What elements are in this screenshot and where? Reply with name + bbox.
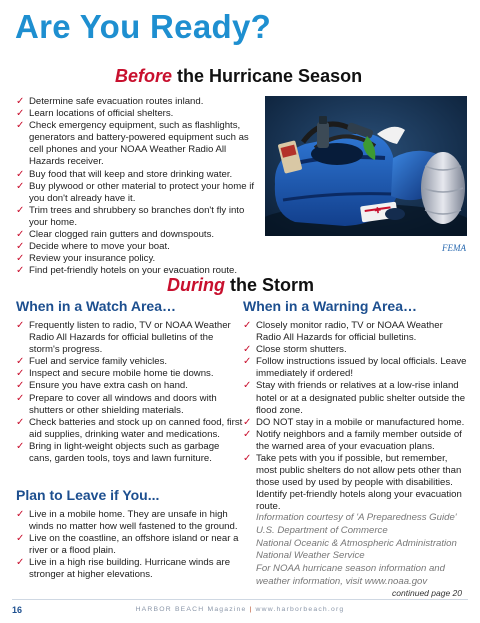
checklist-item (243, 417, 469, 429)
checklist-item-text: Review your insurance policy. (29, 253, 156, 265)
checkmark-icon: ✓ (16, 392, 25, 404)
checkmark-icon: ✓ (16, 120, 25, 132)
emergency-kit-photo (265, 96, 467, 236)
watch-checklist (16, 320, 244, 465)
checkmark-icon: ✓ (16, 96, 25, 107)
checklist-item (16, 356, 244, 368)
checklist-item-text: Find pet-friendly hotels on your evacuation route. (29, 265, 237, 277)
during-heading-rest: the Storm (225, 275, 315, 295)
warning-area-heading: When in a Warning Area… (243, 298, 417, 314)
checklist-item-text: Bring in light-weight objects such as garbage cans, garden tools, toys and lawn furniture. (29, 440, 220, 465)
checklist-item-text: Check batteries and stock up on canned food, first aid supplies, drinking water and medications. (29, 416, 243, 440)
page-number: 16 (12, 605, 23, 615)
checklist-item-text: Take pets with you if possible, but remember, most public shelters do not allow pets other than those used by used by people with disabilities. Identify pet-friendly hotels along your evacuation route. (256, 453, 462, 513)
checklist-item-text: Trim trees and shrubbery so branches don't fly into your home. (29, 204, 245, 228)
checklist-item (243, 320, 469, 344)
checklist-item (16, 169, 261, 181)
checklist-item-text: Determine safe evacuation routes inland. (29, 96, 204, 107)
checklist-item (16, 441, 244, 465)
checkmark-icon: ✓ (16, 440, 25, 452)
checklist-item-text: Buy food that will keep and store drinking water. (29, 168, 233, 180)
footer-masthead (0, 606, 480, 613)
website-url: www.harborbeach.org (255, 606, 345, 613)
info-line: National Weather Service (256, 550, 365, 562)
photo-credit: FEMA (442, 243, 466, 253)
watch-area-heading: When in a Watch Area… (16, 298, 176, 314)
checklist-item-text: Close storm shutters. (256, 344, 347, 356)
checklist-item-text: Learn locations of official shelters. (29, 108, 174, 120)
plan-checklist (16, 509, 244, 582)
checklist-item (16, 96, 261, 108)
checklist-item-text: Decide where to move your boat. (29, 241, 170, 253)
checklist-item (16, 320, 244, 356)
footer-separator: | (249, 606, 253, 613)
checklist-item (243, 356, 469, 380)
info-line: U.S. Department of Commerce (256, 524, 388, 536)
checklist-item-text: Ensure you have extra cash on hand. (29, 380, 188, 392)
checkmark-icon: ✓ (16, 416, 25, 428)
checkmark-icon: ✓ (16, 180, 25, 192)
checkmark-icon: ✓ (16, 509, 25, 520)
checklist-item (16, 120, 261, 168)
during-heading-em: During (167, 275, 225, 295)
before-checklist (16, 96, 261, 277)
checkmark-icon: ✓ (16, 356, 25, 368)
checkmark-icon: ✓ (243, 453, 252, 465)
checkmark-icon: ✓ (243, 356, 252, 368)
before-heading-em: Before (115, 66, 173, 86)
checklist-item (243, 380, 469, 416)
info-line: weather information, visit www.noaa.gov (256, 575, 428, 587)
checklist-item-text: Live in a high rise building. Hurricane winds are stronger at higher elevations. (29, 557, 231, 581)
continued-note: continued page 20 (392, 588, 462, 598)
checklist-item-text: Live in a mobile home. They are unsafe in high winds no matter how well fastened to the ground. (29, 509, 238, 533)
info-line: Information courtesy of 'A Preparedness Guide' (256, 512, 457, 523)
checklist-item-text: Inspect and secure mobile home tie downs. (29, 368, 214, 380)
checklist-item (243, 429, 469, 453)
checkmark-icon: ✓ (16, 168, 25, 180)
checklist-item-text: DO NOT stay in a mobile or manufactured home. (256, 416, 465, 428)
checkmark-icon: ✓ (243, 320, 252, 331)
checklist-item-text: Frequently listen to radio, TV or NOAA Weather Radio All Hazards for official bulletins of the storm's progress. (29, 320, 231, 356)
page-title: Are You Ready? (15, 8, 272, 45)
checklist-item-text: Check emergency equipment, such as flashlights, generators and battery-powered equipment such as cell phones and your NOAA Weather Radio All Hazards receiver. (29, 120, 249, 168)
checkmark-icon: ✓ (16, 320, 25, 331)
checklist-item (16, 380, 244, 392)
checklist-item (16, 181, 261, 205)
checklist-item (16, 253, 261, 265)
checklist-item-text: Closely monitor radio, TV or NOAA Weather Radio All Hazards for official bulletins. (256, 320, 443, 344)
checklist-item-text: Buy plywood or other material to protect your home if you don't already have it. (29, 180, 255, 204)
checklist-item (243, 344, 469, 356)
magazine-name: HARBOR BEACH Magazine (135, 606, 247, 613)
checklist-item-text: Fuel and service family vehicles. (29, 356, 168, 368)
checkmark-icon: ✓ (243, 428, 252, 440)
checkmark-icon: ✓ (243, 344, 252, 356)
checklist-item-text: Prepare to cover all windows and doors with shutters or other shielding materials. (29, 392, 217, 416)
info-line: For NOAA hurricane season information and (256, 563, 445, 575)
checkmark-icon: ✓ (16, 557, 25, 569)
checklist-item (16, 557, 244, 581)
plan-to-leave-heading: Plan to Leave if You... (16, 487, 160, 503)
checklist-item-text: Clear clogged rain gutters and downspouts. (29, 229, 215, 241)
checkmark-icon: ✓ (16, 229, 25, 241)
checklist-item (16, 368, 244, 380)
checkmark-icon: ✓ (16, 265, 25, 277)
before-heading-rest: the Hurricane Season (172, 66, 363, 86)
checklist-item (16, 509, 244, 533)
checkmark-icon: ✓ (16, 241, 25, 253)
checkmark-icon: ✓ (16, 204, 25, 216)
checkmark-icon: ✓ (16, 108, 25, 120)
checkmark-icon: ✓ (16, 533, 25, 545)
checkmark-icon: ✓ (243, 416, 252, 428)
during-heading (167, 275, 314, 296)
checklist-item (16, 393, 244, 417)
checklist-item-text: Stay with friends or relatives at a low-rise inland hotel or at a designated public shelter outside the flood zone. (256, 380, 466, 416)
checklist-item-text: Notify neighbors and a family member outside of the warned area of your evacuation plans. (256, 428, 462, 452)
warning-checklist (243, 320, 469, 514)
checklist-item (16, 205, 261, 229)
checklist-item (16, 417, 244, 441)
checklist-item-text: Follow instructions issued by local officials. Leave immediately if ordered! (256, 356, 467, 380)
before-heading (115, 66, 362, 87)
checklist-item (16, 241, 261, 253)
info-credit-block (256, 512, 457, 589)
checklist-item (16, 229, 261, 241)
checkmark-icon: ✓ (243, 380, 252, 392)
checklist-item (16, 108, 261, 120)
emergency-kit-illustration (265, 96, 467, 236)
checkmark-icon: ✓ (16, 253, 25, 265)
checkmark-icon: ✓ (16, 368, 25, 380)
info-line: National Oceanic & Atmospheric Administration (256, 537, 457, 549)
checklist-item (16, 533, 244, 557)
footer-divider (12, 599, 468, 600)
checklist-item (243, 453, 469, 513)
checkmark-icon: ✓ (16, 380, 25, 392)
checklist-item-text: Live on the coastline, an offshore island or near a river or a flood plain. (29, 533, 239, 557)
